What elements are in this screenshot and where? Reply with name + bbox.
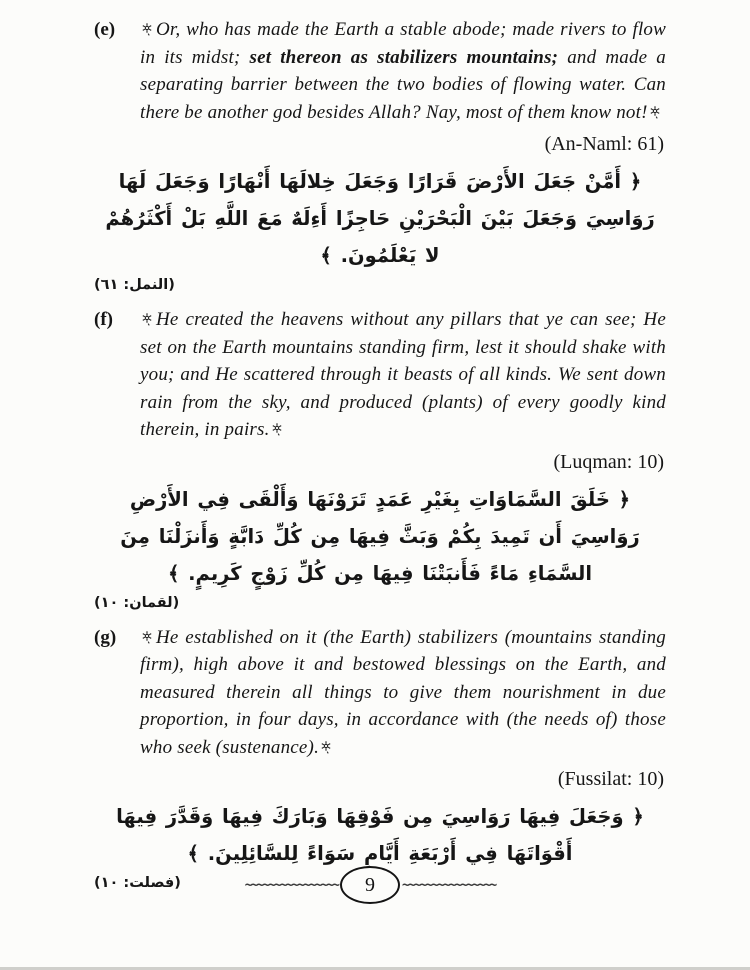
- verse-ornament-icon: [649, 105, 661, 119]
- english-translation: [140, 624, 666, 762]
- section-label: (f): [94, 309, 113, 330]
- english-translation: [140, 306, 666, 444]
- quote-section-f: [94, 306, 666, 614]
- section-label: (e): [94, 19, 116, 40]
- verse-ornament-icon: [271, 422, 283, 436]
- page-number: 9: [365, 873, 375, 896]
- section-label: (g): [94, 626, 117, 648]
- verse-ornament-icon: [141, 312, 153, 326]
- verse-ornament-icon: [320, 740, 332, 754]
- english-reference: (Fussilat: 10): [557, 768, 664, 790]
- english-text-emphasis: set thereon as stabilizers mountains;: [249, 46, 559, 68]
- english-text-pre: Or, who has made the Earth a stable abode; made rivers to flow in its midst;: [140, 19, 666, 68]
- arabic-reference: (فصلت: ١٠): [94, 875, 181, 891]
- arabic-verse: ﴿ خَلَقَ السَّمَاوَاتِ بِغَيْرِ عَمَدٍ تَرَوْنَهَا وَأَلْقَى فِي الأَرْضِ رَوَاسِيَ أَن تَمِيدَ بِكُمْ وَبَثَّ فِيهَا مِن كُلِّ دَابَّةٍ وَأَنزَلْنَا مِنَ السَّمَاءِ مَاءً فَأَنبَتْنَا فِيهَا مِن كُلِّ زَوْجٍ كَرِيمٍ. ﴾: [120, 487, 640, 585]
- page-footer: [0, 866, 740, 904]
- arabic-verse: ﴿ وَجَعَلَ فِيهَا رَوَاسِيَ مِن فَوْقِهَا وَبَارَكَ فِيهَا وَقَدَّرَ فِيهَا أَقْوَاتَهَا فِي أَرْبَعَةِ أَيَّامٍ سَوَاءً لِلسَّائِلِينَ. ﴾: [116, 805, 644, 865]
- verse-ornament-icon: [141, 630, 153, 644]
- arabic-reference: (لقمان: ١٠): [94, 594, 180, 611]
- english-reference: (Luqman: 10): [553, 450, 664, 473]
- english-text-post: and made a separating barrier between the two bodies of flowing water. Can there be another god besides Allah? Nay, most of them know not!: [140, 46, 666, 123]
- quote-section-e: [94, 16, 666, 296]
- english-text-pre: He created the heavens without any pillars that ye can see; He set on the Earth mountains standing firm, lest it should shake with you; and He scattered through it beasts of all kinds. We sent down rain from the sky, and produced (plants) of every goodly kind therein, in pairs.: [140, 309, 666, 440]
- english-translation: [140, 16, 666, 126]
- footer-squiggle-left: ~~~~~~~~~~~~~~~~: [244, 874, 338, 896]
- english-text-pre: He established on it (the Earth) stabilizers (mountains standing firm), high above it and bestowed blessings on the Earth, and measured therein all things to give them nourishment in due proportion, in four days, in accordance with (the needs of) those who seek (sustenance).: [140, 626, 666, 758]
- quote-section-g: [94, 624, 666, 895]
- arabic-verse: ﴿ أَمَّنْ جَعَلَ الأَرْضَ قَرَارًا وَجَعَلَ خِلالَهَا أَنْهَارًا وَجَعَلَ لَهَا رَوَاسِيَ وَجَعَلَ بَيْنَ الْبَحْرَيْنِ حَاجِزًا أَءِلَهٌ مَعَ اللَّهِ بَلْ أَكْثَرُهُمْ لا يَعْلَمُونَ. ﴾: [105, 170, 655, 267]
- arabic-reference: (النمل: ٦١): [94, 277, 175, 293]
- english-reference: (An-Naml: 61): [544, 133, 664, 155]
- page-number-oval: [340, 866, 400, 904]
- verse-ornament-icon: [141, 22, 153, 36]
- footer-squiggle-right: ~~~~~~~~~~~~~~~~: [402, 874, 496, 896]
